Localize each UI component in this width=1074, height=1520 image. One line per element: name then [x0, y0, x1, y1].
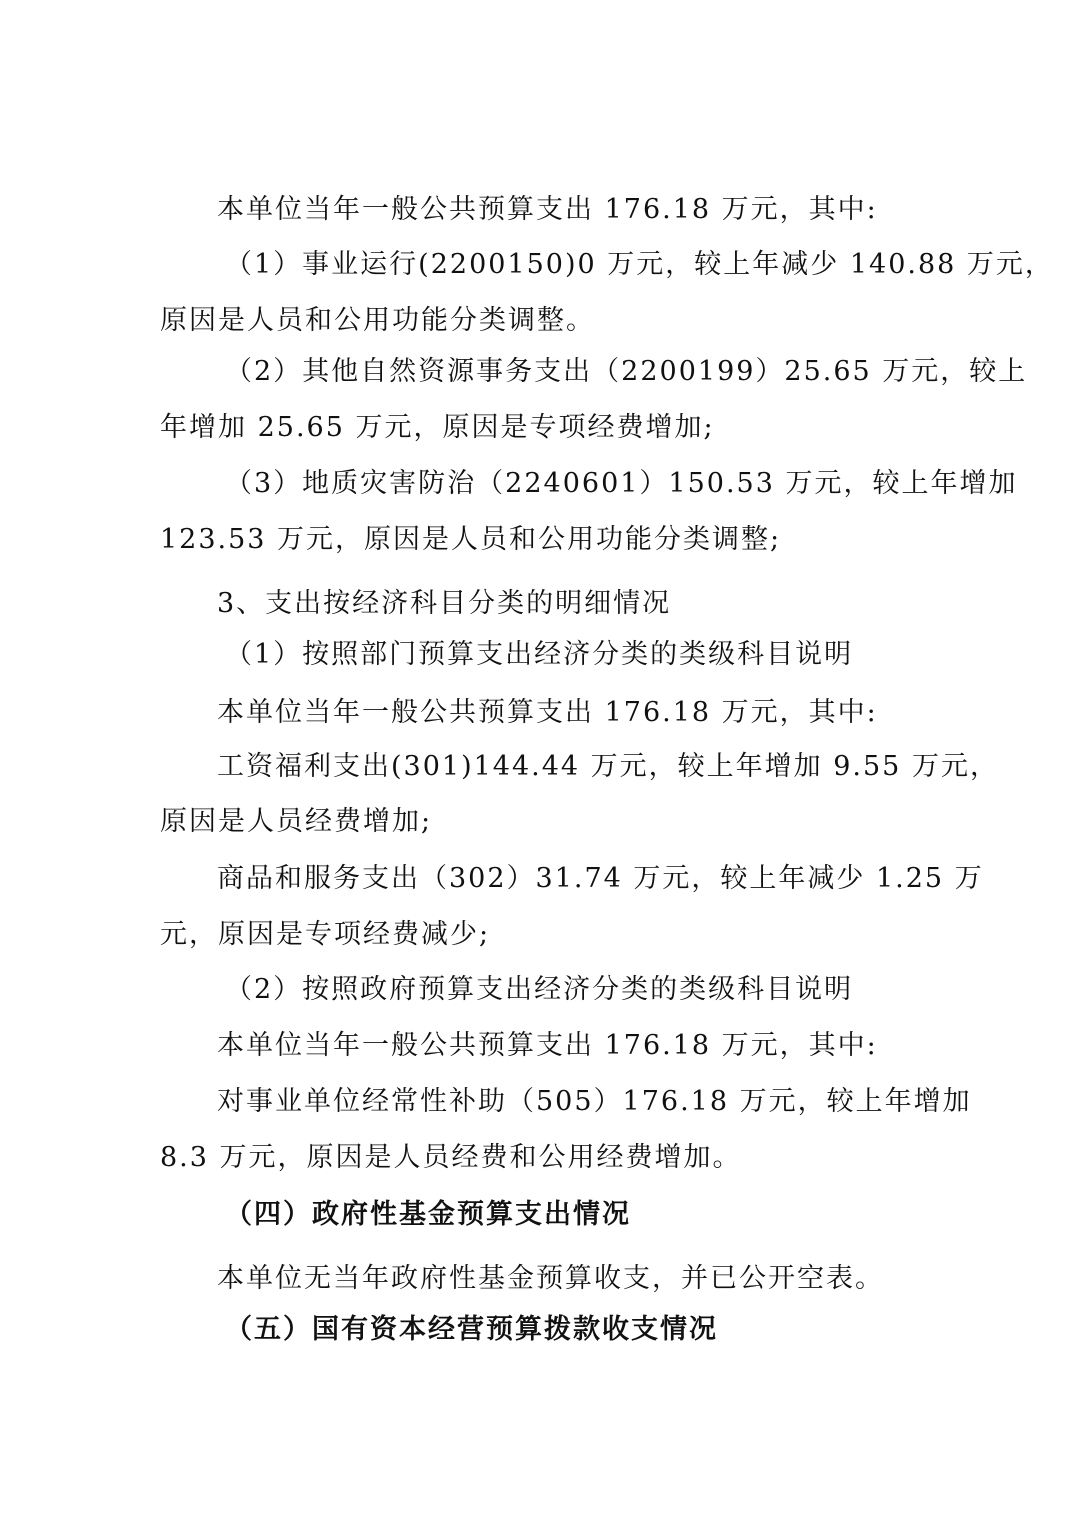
paragraph-line: 本单位当年一般公共预算支出 176.18 万元，其中:	[217, 697, 878, 728]
paragraph-line: （3）地质灾害防治（2240601）150.53 万元，较上年增加	[225, 468, 1018, 499]
paragraph-line: （1）事业运行(2200150)0 万元，较上年减少 140.88 万元，	[225, 249, 1054, 280]
subsection-title: （1）按照部门预算支出经济分类的类级科目说明	[225, 639, 854, 670]
paragraph-line: 本单位当年一般公共预算支出 176.18 万元，其中:	[217, 194, 878, 225]
section-heading-4: （四）政府性基金预算支出情况	[225, 1199, 631, 1230]
paragraph-line: 年增加 25.65 万元，原因是专项经费增加;	[160, 412, 715, 443]
section-subtitle: 3、支出按经济科目分类的明细情况	[217, 588, 672, 619]
paragraph-line: 元，原因是专项经费减少;	[160, 919, 491, 950]
paragraph-line: 本单位当年一般公共预算支出 176.18 万元，其中:	[217, 1030, 878, 1061]
section-heading-5: （五）国有资本经营预算拨款收支情况	[225, 1314, 718, 1345]
subsection-title: （2）按照政府预算支出经济分类的类级科目说明	[225, 974, 854, 1005]
paragraph-line: 8.3 万元，原因是人员经费和公用经费增加。	[160, 1142, 742, 1173]
paragraph-line: 原因是人员经费增加;	[160, 806, 433, 837]
paragraph-line: 本单位无当年政府性基金预算收支，并已公开空表。	[217, 1263, 884, 1294]
paragraph-line: 原因是人员和公用功能分类调整。	[160, 305, 595, 336]
paragraph-line: （2）其他自然资源事务支出（2200199）25.65 万元，较上	[225, 356, 1028, 387]
paragraph-line: 123.53 万元，原因是人员和公用功能分类调整;	[160, 524, 782, 555]
paragraph-line: 对事业单位经常性补助（505）176.18 万元，较上年增加	[217, 1086, 972, 1117]
paragraph-line: 工资福利支出(301)144.44 万元，较上年增加 9.55 万元，	[217, 751, 999, 782]
paragraph-line: 商品和服务支出（302）31.74 万元，较上年减少 1.25 万	[217, 863, 984, 894]
